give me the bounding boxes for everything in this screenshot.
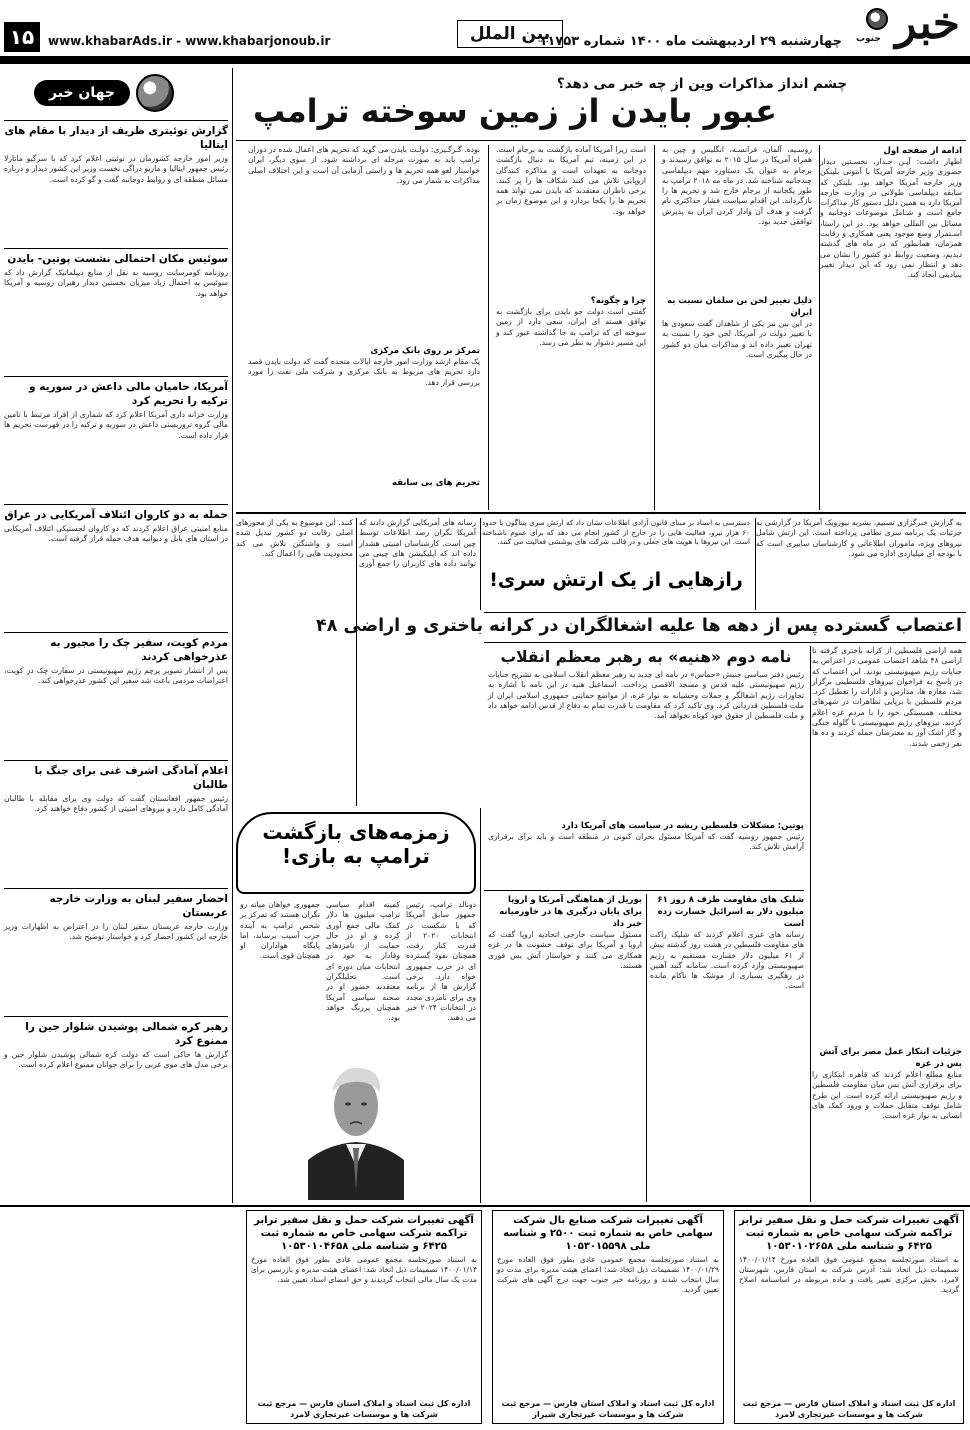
sidebar-news-item xyxy=(4,376,228,504)
date-line: چهارشنبه ۲۹ اردیبهشت ماه ۱۴۰۰ شماره ۱۱۷۵۳ xyxy=(539,34,842,49)
sidebar-news-item xyxy=(4,632,228,760)
section-title: بین الملل xyxy=(469,24,551,44)
lead-col-4-text: بوده. گـرگـیزی: دولـت بایدن می گوید که تحریم های اعمال شده در دوران ترامپ باید به صورت مرحله ای برداشته شود. از سوی دیگر، ایران خواستار لغو همه تحریم ها و راستی آزمایی آن است و این اختلاف اصلی مذاکرات به شمار می رود. xyxy=(248,145,480,185)
release-side-text: به گزارش خبرگزاری تسنیم، نشریه نیوزویک آمریکا در گزارشی به جزئیات یک برنامه سری نظامی پرداخته است. این ارتش شامل نیروهای ویژه، ماموران اطلاعاتی و کارشناسان سایبری است که با بودجه ای میلیاردی اداره می شود. xyxy=(756,518,962,558)
trump-text2: کمیته اقدام سیاسی ترامپ میلیون ها دلار کمک مالی جمع آوری کرده و او در حال حمایت از نامزدهای وفادار به خود در انتخابات میان دوره ای است. تحلیلگران معتقدند حضور او در صحنه سیاسی آمریکا همچنان پررنگ خواهد بود. xyxy=(326,900,400,1023)
lead-col-2-text: روسـیه، آلمان، فرانسـه، انگلیس و چین به همراه آمریکا در سال ۲۰۱۵ به توافق رسیدند و برجام به عنوان یک دستاورد مهم دیپلماسی چندجانبه شناخته شد. در ماه مه ۲۰۱۸ ترامپ به طور یکجانبه از برجام خارج شد و تحریم ها را بازگرداند. این اقدام سیاست فشار حداکثری نام گرفت و هدف آن وادار کردن ایران به پذیرش توافقی جدید بود. xyxy=(662,145,812,227)
sidebar-news-headline: حمله به دو کاروان ائتلاف آمریکایی در عراق xyxy=(4,509,228,521)
sidebar-news-item xyxy=(4,248,228,376)
legal-notice xyxy=(492,1210,724,1424)
trump-text1: دونالد ترامپ، رئیس جمهور سابق آمریکا که با شکست در انتخابات ۲۰۲۰ از قدرت کنار رفت، همچنان نفوذ گسترده ای در حزب جمهوری خواه دارد. برخی گزارش ها از برنامه وی برای نامزدی مجدد در انتخابات ۲۰۲۴ خبر می دهند. xyxy=(406,900,477,1023)
sidebar-news-item xyxy=(4,1016,228,1144)
sidebar-items xyxy=(4,120,228,1144)
legal-notice-footer: اداره کل ثبت اسناد و املاک استان فارس — مرجع ثبت شرکت ها و موسسات غیرتجاری لامرد xyxy=(742,1399,956,1419)
rockets-col-a xyxy=(650,894,804,1202)
lead-col-4-text2: یک مقام ارشد وزارت امور خارجه ایالات متحده گفت که دولت بایدن قصد دارد تحریم های مربوط به بانک مرکزی و شرکت ملی نفت را مورد بررسی قرار دهد. xyxy=(248,357,480,387)
palestine-sub: جزئیات ابتکار عمل مصر برای آتش بس در غزه xyxy=(819,1047,962,1069)
mid-left-text: رسانه های آمریکایی گزارش دادند که آمریکا نگران رصد اطلاعات توسط چین است. کارشناسان امنیتی هشدار داده اند که اپلیکیشن های چینی می توانند داده های کاربران را جمع آوری کنند. این موضوع به یکی از محورهای اصلی رقابت دو کشور تبدیل شده است و واشنگتن تلاش می کند محدودیت هایی را اعمال کند. xyxy=(236,518,476,569)
sidebar-news-text: منابع امنیتی عراق اعلام کردند که دو کاروان لجستیکی ائتلاف آمریکایی در استان های بابل و دیوانیه هدف حمله قرار گرفته است. xyxy=(4,524,228,544)
rockets-text2: مسئول سیاست خارجی اتحادیه اروپا گفت که اروپا و آمریکا برای توقف خشونت ها در غزه همکاری می کنند و خواستار آتش بس فوری هستند. xyxy=(488,930,642,970)
sidebar xyxy=(4,70,228,1202)
sidebar-news-item xyxy=(4,504,228,632)
sidebar-banner-box xyxy=(34,80,130,106)
sidebar-news-headline: مردم کویت، سفیر چک را مجبور به عذرخواهی کردند xyxy=(50,637,228,663)
legal-notice-title: آگهی تغییرات شرکت صنایع بال شرکت سهامی خاص به شماره ثبت ۲۵۰۰ و شناسه ملی ۱۰۵۳۰۱۵۵۹۸ xyxy=(503,1215,713,1252)
lead-kicker: چشم انداز مذاکرات وین از چه خبر می دهد؟ xyxy=(556,76,848,92)
logo-sub: جنوب xyxy=(856,34,881,44)
lead-col-3-sub: چرا و چگونه؟ xyxy=(590,296,646,306)
legal-notice-title: آگهی تغییرات شرکت حمل و نقل سفیر ترابر تراکمه شرکت سهامی خاص به شماره ثبت ۶۴۲۵ و شناسه ملی ۱۰۵۳۰۱۰۴۶۵۸ xyxy=(254,1215,474,1252)
sidebar-news-item xyxy=(4,120,228,248)
rockets-sub1: شلیک های مقاومت ظرف ۸ روز ۶۱ میلیون دلار به اسرائیل خسارت زده است xyxy=(657,895,804,929)
masthead xyxy=(0,0,970,73)
lead-col-4 xyxy=(248,145,480,510)
sidebar-news-text: پس از انتشار تصویر پرچم رژیم صهیونیستی در سفارت چک در کویت، اعتراضات مردمی باعث شد سفیر این کشور عذرخواهی کند. xyxy=(4,666,228,686)
sidebar-news-headline: اعلام آمادگی اشرف غنی برای جنگ با طالبان xyxy=(34,765,228,791)
lead-col-2-sub: دلیل تغییر لحن بن سلمان نسبت به ایران xyxy=(666,296,812,318)
trump-headline-box xyxy=(236,812,476,894)
legal-notice-body: به استناد صورتجلسه مجمع عمومی عادی بطور فوق العاده مورخ ۱۴۰۰/۰۱/۱۴ تصمیمات ذیل اتخاذ شد: اعضای هیئت مدیره و بازرسین برای مدت یک سال مالی انتخاب گردیدند و حق امضای اسناد تعیین شد. xyxy=(251,1255,477,1284)
release-headline: رازهایی از یک ارتش سری! xyxy=(489,569,743,591)
sidebar-news-text: وزارت خارجه عربستان سفیر لبنان را در اعتراض به اظهارات وزیر خارجه این کشور احضار کرد و خواستار توضیح شد. xyxy=(4,922,228,942)
legal-notice xyxy=(734,1210,964,1424)
section-box xyxy=(457,20,563,48)
lead-col-2 xyxy=(662,145,812,510)
sidebar-news-text: روزنامه کومرسانت روسیه به نقل از منابع دیپلماتیک گزارش داد که سوئیس به احتمال زیاد میزبان نخستین دیدار رهبران روسیه و آمریکا خواهد بود. xyxy=(4,268,228,298)
legal-notice-footer: اداره کل ثبت اسناد و املاک استان فارس — مرجع ثبت شرکت ها و موسسات غیرتجاری لامرد xyxy=(257,1399,471,1419)
palestine-col xyxy=(812,646,962,1202)
lead-col-1-text: اظهار داشت: آیـن جـدار، نخسـتین دیدار حضوری وزیر خارجه آمریکا با آنتونی بلینکن وزیر خارجه آمریکا خواهد بود. بلینکن که سابقه دیپلماسی طولانی در وزارت خارجه آمریکا دارد به همین دلیل دستور کار مذاکرات جامع است و شـامل موضوعات دوجانبه و مسائل بین المللی خواهد بود. در این راستا، اسـتمرار وضع موجود یعنی همکاری و رقابت همزمان، همانطور که در ماه های گذشته دیدیم، وضعیت روابط دو کشور را نشان می دهد و انتظار نمی رود که این دیدار تغییر بنیادینی ایجاد کند. xyxy=(820,157,962,280)
globe-icon xyxy=(866,8,888,30)
page-number: ۱۵ xyxy=(4,22,40,52)
sidebar-news-headline: سوئیس مکان احتمالی نشست پوتین- بایدن xyxy=(7,253,228,265)
sidebar-news-text: وزارت خزانه داری آمریکا اعلام کرد که شماری از افراد مرتبط با تامین مالی گروه تروریستی داعش در سوریه و ترکیه را در فهرست تحریم ها قرار داده است. xyxy=(4,410,228,440)
legal-notice-body: به استناد صورتجلسه مجمع عمومی عادی بطور فوق العاده مورخ ۱۴۰۰/۰۱/۲۹ تصمیمات ذیل اتخاذ شد: اعضای هیئت مدیره برای مدت دو سال انتخاب شدند و روزنامه خبر جنوب جهت درج آگهی های شرکت تعیین گردید. xyxy=(497,1255,719,1294)
sidebar-news-item xyxy=(4,760,228,888)
lead-col-3 xyxy=(496,145,646,510)
globe-icon xyxy=(136,74,174,112)
rockets-sub2: بوریل از هماهنگی آمریکا و اروپا برای پایان درگیری ها در خاورمیانه خبر داد xyxy=(499,895,642,929)
rockets-text1: رسانه های عبری اعلام کردند که شلیک راکت های مقاومت فلسطین در هشت روز گذشته بیش از ۶۱ میلیون دلار خسارت مستقیم به رژیم صهیونیستی وارد کرده است. سامانه گنبد آهنین در رهگیری بسیاری از موشک ها ناکام مانده است. xyxy=(650,930,804,991)
logo-text: خبر xyxy=(895,0,960,49)
release-text: دسترسی به اسناد بر مبنای قانون آزادی اطلاعات نشان داد که ارتش سری پنتاگون با حدود ۶۰ هزار نیرو، فعالیت هایی را در خارج از کشور انجام می دهد که برای عموم ناشناخته است. این نیروها با هویت های جعلی و در قالب شرکت های پوششی فعالیت می کنند. xyxy=(482,518,750,546)
lead-col-3-text: است زیرا آمریکا آماده بازگشت به برجام است. در این زمینه، تیم آمریکا به دنبال بازگشت دوجانبه به تعهدات است و مذاکره کنندگان اروپایی تلاش می کنند شکاف ها را پر کنند. برخی ناظران معتقدند که بایدن نمی تواند همه تحریم ها را یکجا بردارد و این موضوع زمان بر خواهد بود. xyxy=(496,145,646,216)
palestine-text: همه اراضی فلسطین از کرانه باختری گرفته تا اراضی ۴۸ شاهد اعتصاب عمومی در اعتراض به جنایات رژیم صهیونیستی بودند. این اعتصاب که در پاسخ به فراخوان نیروهای فلسطینی برگزار شد، مغازه ها، مدارس و ادارات را تعطیل کرد. مردم فلسطین با برپایی تظاهرات در شهرهای مختلف، همبستگی خود را با مردم غزه اعلام کردند. نیروهای رژیم صهیونیستی با گلوله جنگی و گاز اشک آور به معترضان حمله کردند و ده ها نفر زخمی شدند. xyxy=(812,646,962,748)
english-strap: KHABAR-E-JONOUB MORNING NEWSPAPER xyxy=(0,56,970,64)
sidebar-news-item xyxy=(4,888,228,1016)
lead-col-4-sub2: تحریم های بی سابقه xyxy=(391,478,480,488)
lead-col-4-sub1: تمرکز بر روی بانک مرکزی xyxy=(370,346,480,356)
haniyeh-headline: نامه دوم «هنیه» به رهبر معظم انقلاب xyxy=(500,648,792,666)
portrait-image xyxy=(308,1040,404,1200)
sidebar-news-text: رئیس جمهور افغانستان گفت که دولت وی برای مقابله با طالبان آمادگی کامل دارد و نیروهای امنیتی از کشور دفاع خواهند کرد. xyxy=(4,794,228,814)
trump-headline: زمزمه‌های بازگشت ترامپ به بازی! xyxy=(262,820,450,868)
palestine-text2: منابع مطلع اعلام کردند که قاهره ابتکاری را برای برقراری آتش بس میان مقاومت فلسطین و رژیم صهیونیستی ارائه کرده است. این طرح شامل توقف متقابل حملات و ورود کمک های انسانی به نوار غزه است. xyxy=(812,1070,962,1121)
legal-notice-title: آگهی تغییرات شرکت حمل و نقل سفیر ترابر تراکمه شرکت سهامی خاص به شماره ثبت ۶۴۲۵ و شناسه ملی ۱۰۵۳۰۱۰۲۶۵۸ xyxy=(739,1215,959,1252)
lead-col-1 xyxy=(820,145,962,510)
trump-col-1 xyxy=(406,900,476,1200)
sidebar-banner xyxy=(4,70,228,116)
haniyeh-col xyxy=(488,670,804,888)
haniyeh-text: رئیس دفتر سیاسی جنبش «حماس» در نامه ای جدید به رهبر معظم انقلاب اسلامی به تشریح جنایات رژیم صهیونیستی علیه قدس و مسجد الاقصی پرداخت. اسماعیل هنیه در این نامه با اشاره به تجاوزات رژیم اشغالگر و حملات وحشیانه به نوار غزه، از مواضع حمایتی جمهوری اسلامی ایران از ملت فلسطین قدردانی کرد. وی تاکید کرد که مقاومت با قدرت تمام به دفاع از قدس ادامه خواهد داد و ملت فلسطین از حقوق خود کوتاه نخواهد آمد. xyxy=(488,670,804,721)
sidebar-news-headline: گزارش توئیتری ظریف از دیدار با مقام های ایتالیا xyxy=(4,125,228,151)
site-urls: www.khabarAds.ir - www.khabarjonoub.ir xyxy=(48,34,331,48)
palestine-headline: اعتصاب گسترده پس از دهه ها علیه اشغالگران در کرانه باختری و اراضی ۴۸ xyxy=(316,616,962,636)
lead-col-2-text2: در این بین نیز یکی از شاهدان گفت سعودی ها با تغییر دولت در آمریکا، لحن خود را نسبت به تهران تغییر داده اند و مذاکرات میان دو کشور در حال پیگیری است. xyxy=(662,319,812,359)
sidebar-news-headline: رهبر کره شمالی پوشیدن شلوار جین را ممنوع کرد xyxy=(25,1021,228,1047)
mid-left-story xyxy=(236,518,476,808)
sidebar-news-headline: آمریکا، حامیان مالی داعش در سوریه و ترکیه را تحریم کرد xyxy=(29,381,228,407)
legal-notice-footer: اداره کل ثبت اسناد و املاک استان فارس — مرجع ثبت شرکت ها و موسسات غیرتجاری شیراز xyxy=(501,1399,715,1419)
lead-headline: عبور بایدن از زمین سوخته ترامپ xyxy=(252,92,778,130)
haniyeh-sub: پوتین: مشکلات فلسطین ریشه در سیاست های آمریکا دارد xyxy=(561,821,804,831)
trump-photo xyxy=(308,1040,404,1200)
release-side xyxy=(756,518,962,610)
trump-col-3 xyxy=(240,900,320,1040)
trump-text3: جمهوری خواهان میانه رو نگران هستند که تمرکز بر شخص ترامپ به آینده حزب آسیب برساند، اما پایگاه هواداران او همچنان قوی است. xyxy=(240,900,320,961)
sidebar-news-text: گزارش ها حاکی است که دولت کره شمالی پوشیدن شلوار جین و برخی مدل های موی غربی را برای جوانان ممنوع اعلام کرده است. xyxy=(4,1050,228,1070)
sidebar-banner-text: جهان خبر xyxy=(49,85,115,101)
rockets-col-b xyxy=(488,894,642,1202)
logo xyxy=(852,0,964,52)
haniyeh-text2: رئیس جمهور روسیه گفت که آمریکا مسئول بحران کنونی در منطقه است و باید برای برقراری آرامش تلاش کند. xyxy=(488,832,804,852)
legal-notice xyxy=(246,1210,482,1424)
lead-col-3-text2: گفتنی است دولت جو بایدن برای بازگشت به توافق هسته ای ایران، سعی دارد از زمین سوخته ای که ترامپ به جا گذاشته عبور کند و این مسیر دشوار به نظر می رسد. xyxy=(496,307,646,347)
sidebar-news-text: وزیر امور خارجه کشورمان در توئیتی اعلام کرد که با سرگیو ماتارلا رئیس جمهور ایتالیا و ماریو دراگی نخست وزیر این کشور دیدار و درباره مسائل منطقه ای و روابط دوجانبه گفت و گو کرده است. xyxy=(4,154,228,184)
release-story xyxy=(482,518,750,610)
sidebar-news-headline: احضار سفیر لبنان به وزارت خارجه عربستان xyxy=(49,893,228,919)
lead-col-1-sub: ادامه از صفحه اول xyxy=(883,146,962,156)
legal-notice-body: به استناد صورتجلسه مجمع عمومی فوق العاده مورخ ۱۴۰۰/۰۱/۱۴ تصمیمات ذیل اتخاذ شد: آدرس شرکت به استان فارس، شهرستان لامرد، بخش مرکزی تغییر یافت و ماده مربوطه در اساسنامه اصلاح گردید. xyxy=(739,1255,959,1294)
